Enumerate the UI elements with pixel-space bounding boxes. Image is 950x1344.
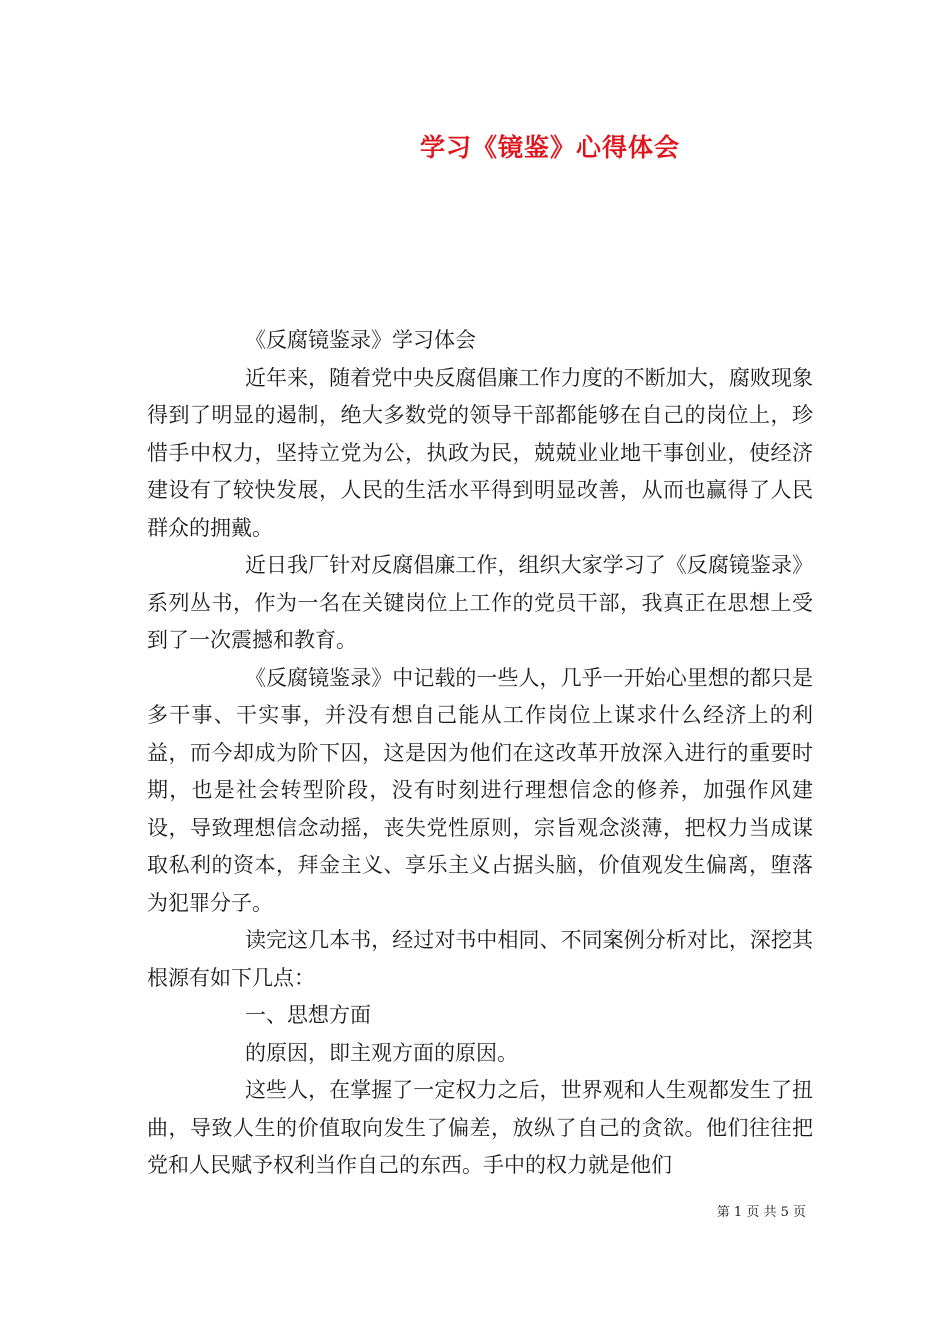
paragraph: 读完这几本书，经过对书中相同、不同案例分析对比，深挖其根源有如下几点：: [147, 928, 813, 990]
document-title: 学习《镜鉴》心得体会: [419, 133, 680, 162]
paragraph: 的原因，即主观方面的原因。: [245, 1040, 518, 1065]
paragraph: 这些人，在掌握了一定权力之后，世界观和人生观都发生了扭曲，导致人生的价值取向发生了偏差，放纵了自己的贪欲。他们往往把党和人民赋予权利当作自己的东西。手中的权力就是他们: [147, 1078, 813, 1177]
paragraph-subtitle: 《反腐镜鉴录》学习体会: [245, 328, 476, 352]
page-number: 第 1 页 共 5 页: [716, 1205, 806, 1220]
paragraph: 近日我厂针对反腐倡廉工作，组织大家学习了《反腐镜鉴录》系列丛书，作为一名在关键岗位上工作的党员干部，我真正在思想上受到了一次震撼和教育。: [147, 553, 813, 652]
section-heading: 一、思想方面: [245, 1003, 371, 1027]
paragraph: 《反腐镜鉴录》中记载的一些人，几乎一开始心里想的都只是多干事、干实事，并没有想自己能从工作岗位上谋求什么经济上的利益，而今却成为阶下囚，这是因为他们在这改革开放深入进行的重要时期，也是社会转型阶段，没有时刻进行理想信念的修养，加强作风建设，导致理想信念动摇，丧失党性原则，宗旨观念淡薄，把权力当成谋取私利的资本，拜金主义、享乐主义占据头脑，价值观发生偏离，堕落为犯罪分子。: [147, 665, 813, 915]
document-body: [147, 322, 813, 1185]
paragraph: 近年来，随着党中央反腐倡廉工作力度的不断加大，腐败现象得到了明显的遏制，绝大多数党的领导干部都能够在自己的岗位上，珍惜手中权力，坚持立党为公，执政为民，兢兢业业地干事创业，使经济建设有了较快发展，人民的生活水平得到明显改善，从而也赢得了人民群众的拥戴。: [147, 365, 813, 540]
